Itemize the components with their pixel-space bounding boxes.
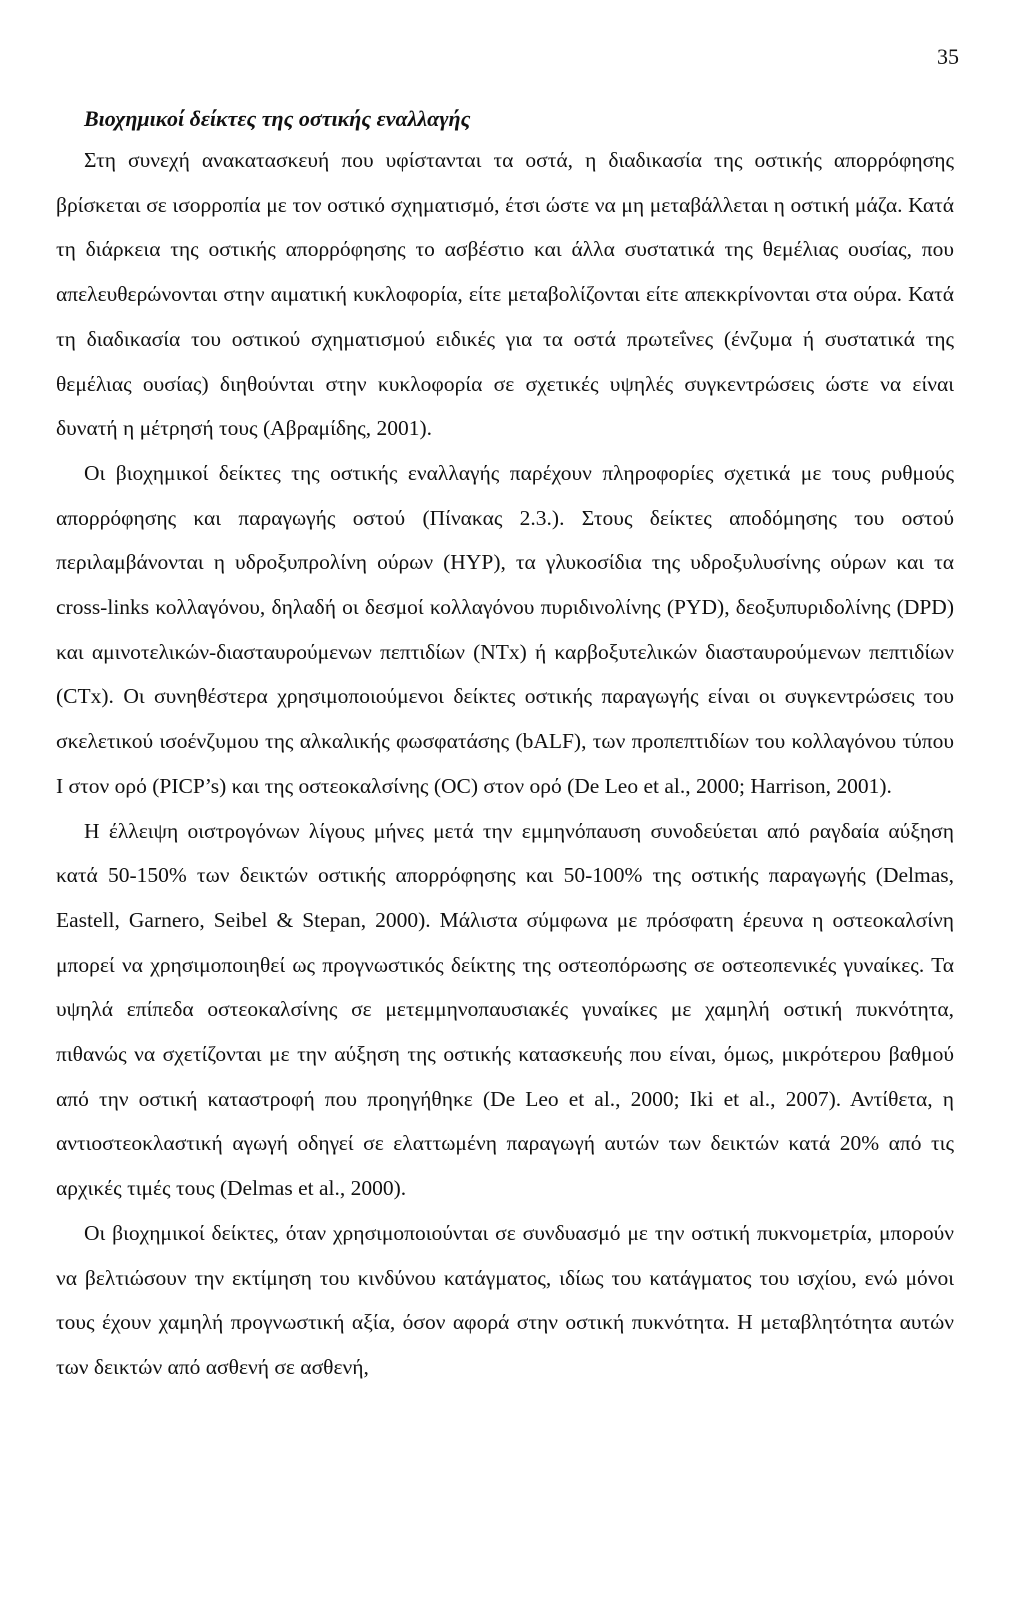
section-heading: Βιοχημικοί δείκτες της οστικής εναλλαγής — [84, 106, 471, 131]
paragraph-bone-remodeling: Στη συνεχή ανακατασκευή που υφίστανται τα οστά, η διαδικασία της οστικής απορρόφησης βρίσκεται σε ισορροπία με τον οστικό σχηματισμό, έτσι ώστε να μη μεταβάλλεται η οστική μάζα. Κατά τη διάρκεια της οστικής απορρόφησης το ασβέστιο και άλλα συστατικά της θεμέλιας ουσίας, που απελευθερώνονται στην αιματική κυκλοφορία, είτε μεταβολίζονται είτε απεκκρίνονται στα ούρα. Κατά τη διαδικασία του οστικού σχηματισμού ειδικές για τα οστά πρωτεΐνες (ένζυμα ή συστατικά της θεμέλιας ουσίας) διηθούνται στην κυκλοφορία σε σχετικές υψηλές συγκεντρώσεις ώστε να είναι δυνατή η μέτρησή τους (Αβραμίδης, 2001). — [56, 148, 954, 441]
paragraph-biochemical-markers: Οι βιοχημικοί δείκτες της οστικής εναλλαγής παρέχουν πληροφορίες σχετικά με τους ρυθμούς απορρόφησης και παραγωγής οστού (Πίνακας 2.3.). Στους δείκτες αποδόμησης του οστού περιλαμβάνονται η υδροξυπρολίνη ούρων (HYP), τα γλυκοσίδια της υδροξυλυσίνης ούρων και τα cross-links κολλαγόνου, δηλαδή οι δεσμοί κολλαγόνου πυριδινολίνης (PYD), δεοξυπυριδολίνης (DPD) και αμινοτελικών-διασταυρούμενων πεπτιδίων (NTx) ή καρβοξυτελικών διασταυρούμενων πεπτιδίων (CTx). Οι συνηθέστερα χρησιμοποιούμενοι δείκτες οστικής παραγωγής είναι οι συγκεντρώσεις του σκελετικού ισοένζυμου της αλκαλικής φωσφατάσης (bALF), των προπεπτιδίων του κολλαγόνου τύπου I στον ορό (PICP’s) και της οστεοκαλσίνης (OC) στον ορό (De Leo et al., 2000; Harrison, 2001). — [56, 460, 954, 798]
paragraph-markers-with-densitometry: Οι βιοχημικοί δείκτες, όταν χρησιμοποιούνται σε συνδυασμό με την οστική πυκνομετρία, μπορούν να βελτιώσουν την εκτίμηση του κινδύνου κατάγματος, ιδίως του κατάγματος του ισχίου, ενώ μόνοι τους έχουν χαμηλή προγνωστική αξία, όσον αφορά στην οστική πυκνότητα. Η μεταβλητότητα αυτών των δεικτών από ασθενή σε ασθενή, — [56, 1220, 954, 1379]
document-body — [56, 100, 954, 1390]
paragraph-estrogen-deficiency: Η έλλειψη οιστρογόνων λίγους μήνες μετά την εμμηνόπαυση συνοδεύεται από ραγδαία αύξηση κατά 50-150% των δεικτών οστικής απορρόφησης και 50-100% της οστικής παραγωγής (Delmas, Eastell, Garnero, Seibel & Stepan, 2000). Μάλιστα σύμφωνα με πρόσφατη έρευνα η οστεοκαλσίνη μπορεί να χρησιμοποιηθεί ως προγνωστικός δείκτης της οστεοπόρωσης σε οστεοπενικές γυναίκες. Τα υψηλά επίπεδα οστεοκαλσίνης σε μετεμμηνοπαυσιακές γυναίκες με χαμηλή οστική πυκνότητα, πιθανώς να σχετίζονται με την αύξηση της οστικής κατασκευής που είναι, όμως, μικρότερου βαθμού από την οστική καταστροφή που προηγήθηκε (De Leo et al., 2000; Iki et al., 2007). Αντίθετα, η αντιοστεοκλαστική αγωγή οδηγεί σε ελαττωμένη παραγωγή αυτών των δεικτών κατά 20% από τις αρχικές τιμές τους (Delmas et al., 2000). — [56, 818, 954, 1201]
page-number: 35 — [937, 44, 959, 69]
